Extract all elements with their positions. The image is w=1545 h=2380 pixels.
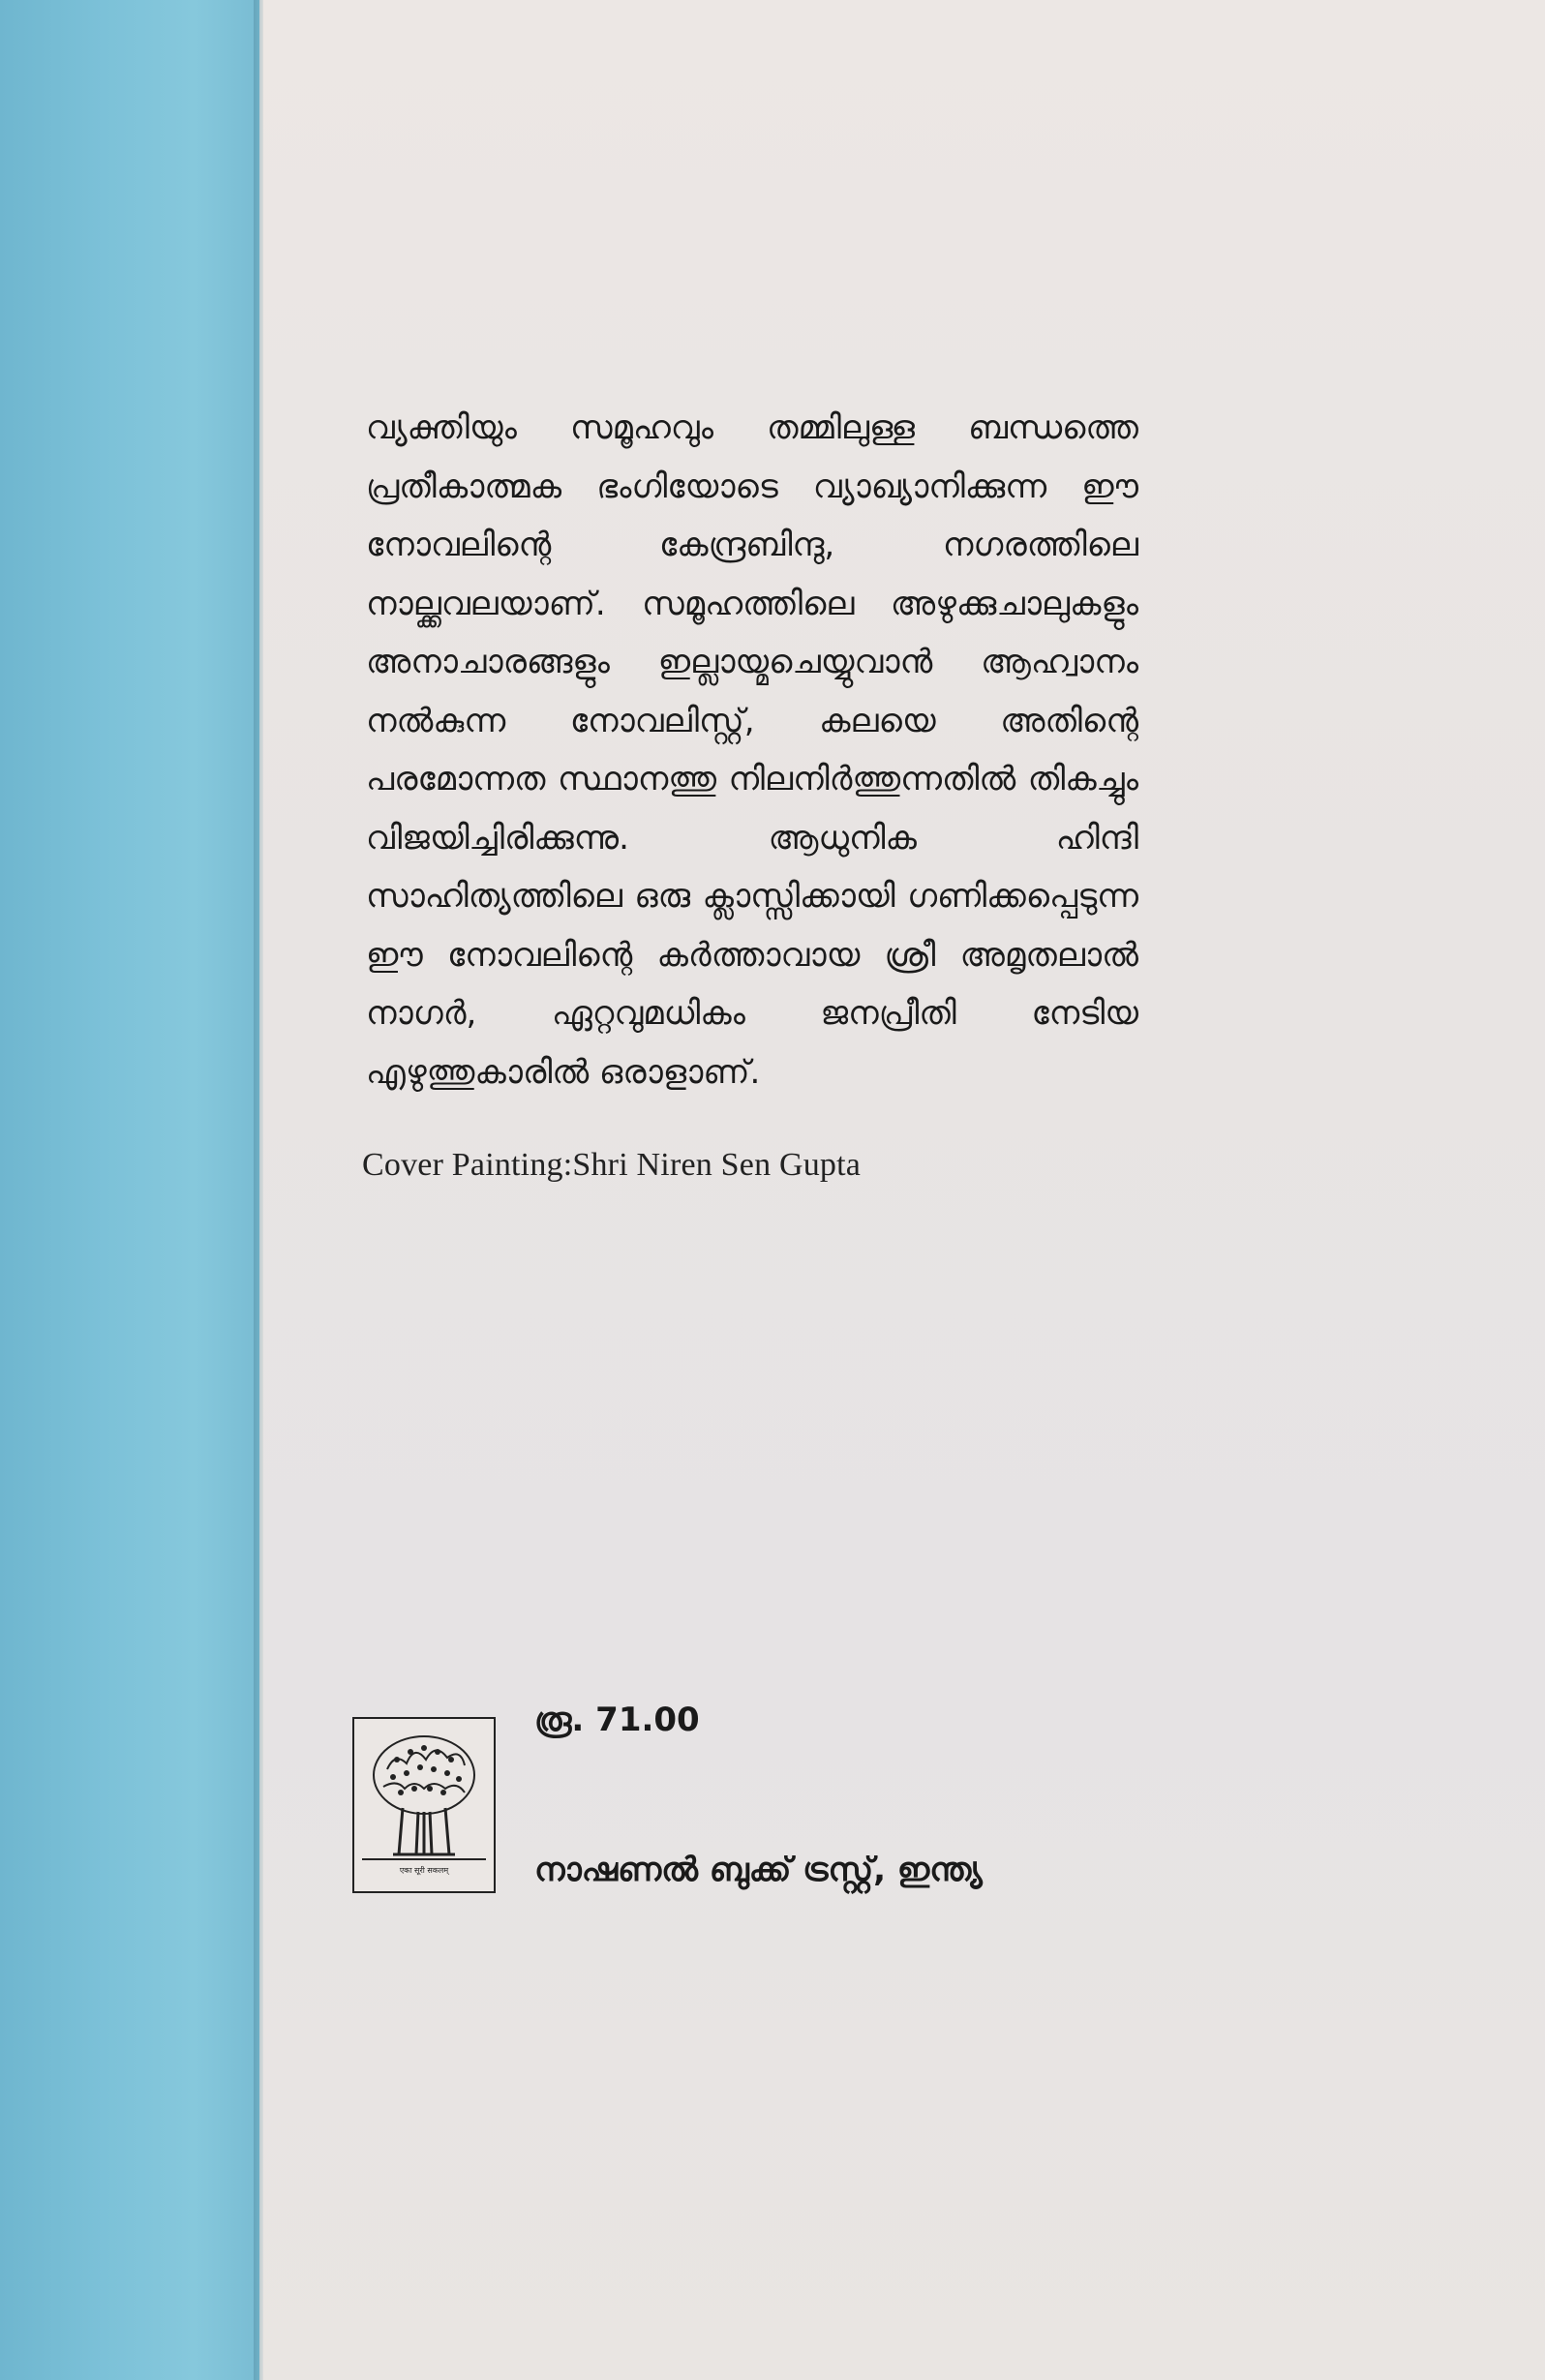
blue-spine (0, 0, 259, 2380)
price-label: രൂ. 71.00 (534, 1701, 700, 1739)
publisher-name: നാഷണൽ ബുക്ക് ട്രസ്റ്റ്, ഇന്ത്യ (534, 1851, 983, 1889)
publisher-logo (352, 1717, 496, 1893)
back-cover (263, 0, 1545, 2380)
blurb-text: വ്യക്തിയും സമൂഹവും തമ്മിലുള്ള ബന്ധത്തെ പ്രതീകാത്മക ഭംഗിയോടെ വ്യാഖ്യാനിക്കുന്ന ഈ നോവലിന്റെ കേന്ദ്രബിന്ദു, നഗരത്തിലെ നാല്ക്കവലയാണ്. സമൂഹത്തിലെ അഴുക്കുചാലുകളും അനാചാരങ്ങളും ഇല്ലായ്മചെയ്യുവാൻ ആഹ്വാനം നൽകുന്ന നോവലിസ്റ്റ്, കലയെ അതിന്റെ പരമോന്നത സ്ഥാനത്തു നിലനിർത്തുന്നതിൽ തികച്ചും വിജയിച്ചിരിക്കുന്നു. ആധുനിക ഹിന്ദി സാഹിത്യത്തിലെ ഒരു ക്ലാസ്സിക്കായി ഗണിക്കപ്പെടുന്ന ഈ നോവലിന്റെ കർത്താവായ ശ്രീ അമൃതലാൽ നാഗർ, ഏറ്റവുമധികം ജനപ്രീതി നേടിയ എഴുത്തുകാരിൽ ഒരാളാണ്. (366, 408, 1138, 1092)
logo-caption: एका सूरी सकलम् (362, 1858, 486, 1883)
cover-painting-credit: Cover Painting:Shri Niren Sen Gupta (362, 1147, 862, 1183)
